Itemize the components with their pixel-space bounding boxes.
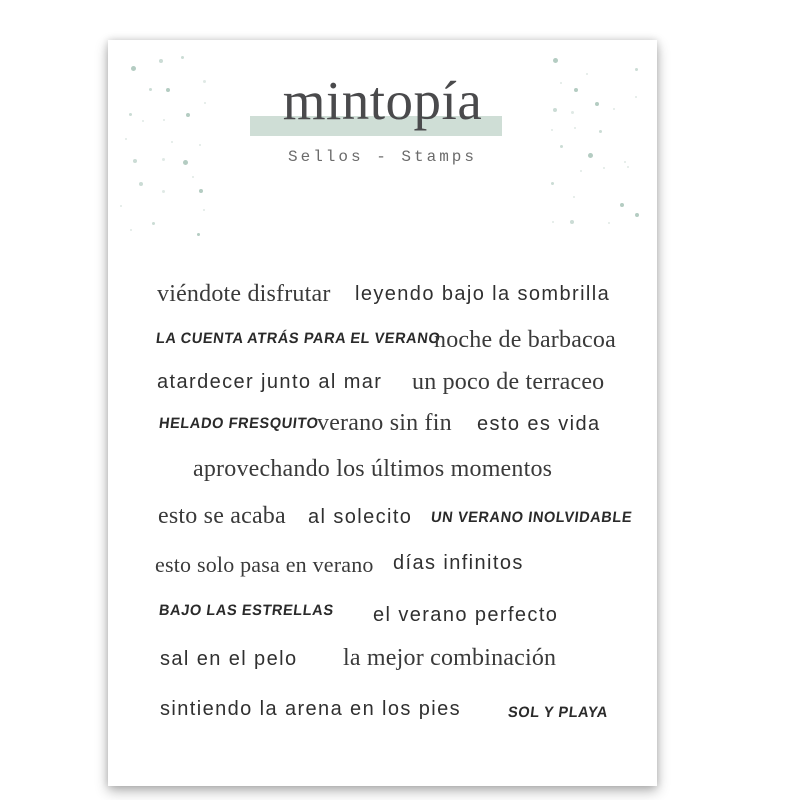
speckle-dot (560, 145, 563, 148)
stamp-phrase: un poco de terraceo (412, 369, 605, 395)
stamp-phrase: sal en el pelo (160, 648, 298, 670)
speckle-dot (192, 176, 194, 178)
speckle-dot (608, 222, 610, 224)
brand-logo: mintopía (282, 70, 483, 131)
stamp-phrase: el verano perfecto (373, 604, 559, 626)
speckle-dot (553, 58, 558, 63)
stamp-phrase: esto es vida (477, 413, 601, 435)
speckle-dot (552, 221, 554, 223)
speckle-dot (130, 229, 132, 231)
stamp-phrase: BAJO LAS ESTRELLAS (158, 602, 335, 619)
speckle-dot (635, 213, 639, 217)
stamp-phrase: días infinitos (393, 552, 524, 574)
stamp-phrase: SOL Y PLAYA (507, 704, 610, 721)
stamp-phrase: al solecito (308, 506, 413, 528)
stamp-phrase: atardecer junto al mar (157, 371, 383, 393)
speckle-dot (139, 182, 143, 186)
speckle-dot (627, 166, 629, 168)
speckle-dot (203, 209, 205, 211)
stamp-phrase: esto solo pasa en verano (155, 552, 374, 577)
stamp-phrase: la mejor combinación (343, 645, 557, 671)
stamp-phrase: verano sin fin (317, 410, 452, 436)
speckle-dot (580, 170, 582, 172)
speckle-dot (181, 56, 184, 59)
stamp-phrase: aprovechando los últimos momentos (193, 456, 553, 482)
stamp-phrase: UN VERANO INOLVIDABLE (430, 509, 634, 526)
speckle-dot (570, 220, 574, 224)
speckle-dot (120, 205, 122, 207)
speckle-dot (199, 144, 201, 146)
stamp-phrase: viéndote disfrutar (157, 281, 331, 307)
speckle-dot (152, 222, 155, 225)
stamp-phrase: noche de barbacoa (434, 327, 616, 353)
speckle-dot (199, 189, 203, 193)
speckle-dot (573, 196, 575, 198)
speckle-dot (125, 138, 127, 140)
speckle-dot (171, 141, 173, 143)
speckle-dot (603, 167, 605, 169)
stamp-phrase: leyendo bajo la sombrilla (355, 283, 611, 305)
stamp-phrase: HELADO FRESQUITO (158, 415, 320, 432)
speckle-dot (197, 233, 200, 236)
speckle-dot (159, 59, 163, 63)
stamp-phrase: sintiendo la arena en los pies (160, 698, 462, 720)
brand-subtitle: Sellos - Stamps (287, 148, 478, 166)
speckle-dot (162, 190, 165, 193)
speckle-dot (551, 182, 554, 185)
stamp-phrase: esto se acaba (158, 503, 286, 529)
speckle-dot (620, 203, 624, 207)
stamp-phrase: LA CUENTA ATRÁS PARA EL VERANO (155, 330, 442, 347)
